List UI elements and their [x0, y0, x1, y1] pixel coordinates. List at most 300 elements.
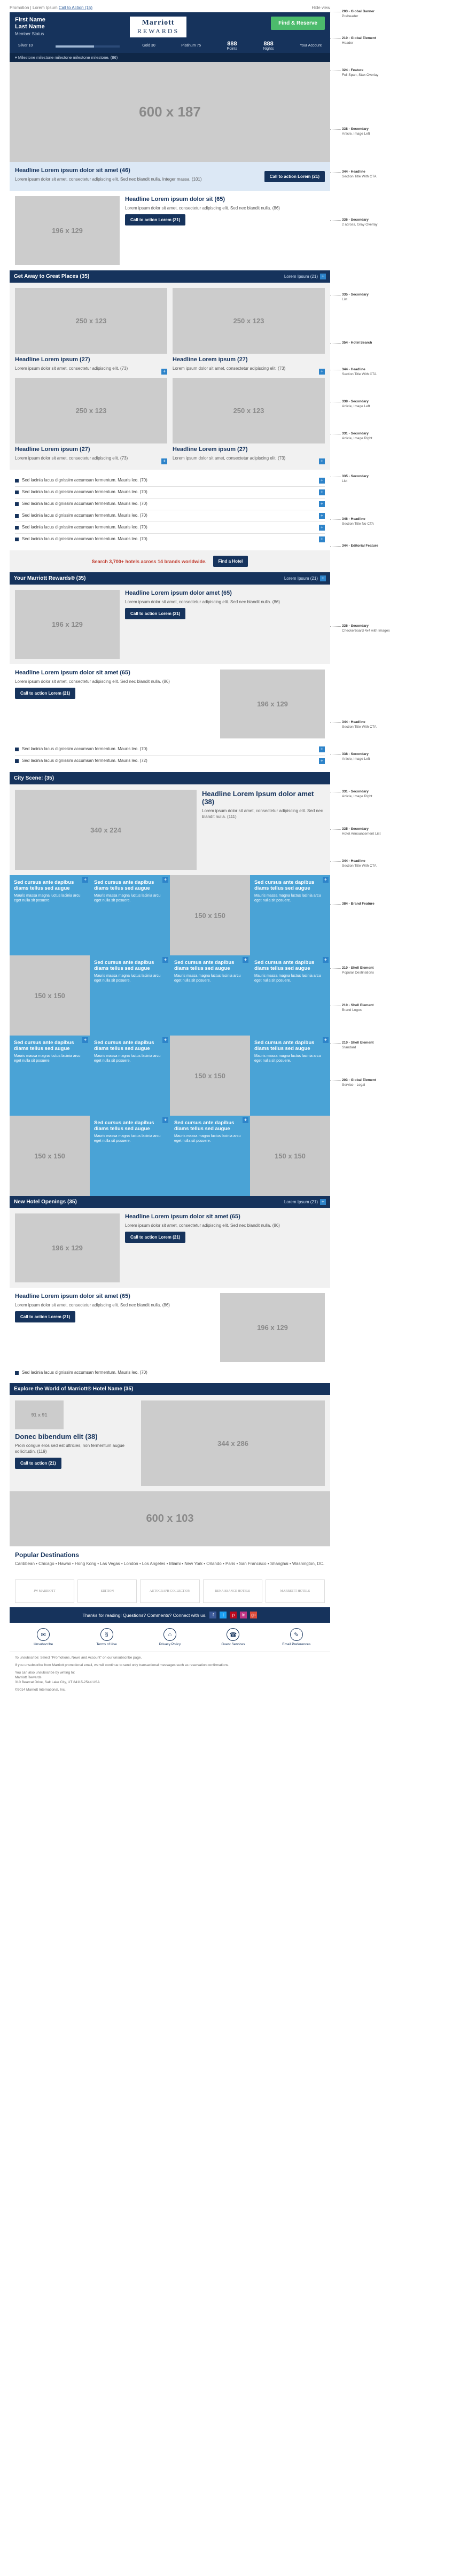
bullet-icon	[15, 491, 19, 494]
tile[interactable]	[10, 1036, 90, 1116]
getaway-card3-image-label: 250 x 123	[233, 407, 264, 415]
footer-link-privacy[interactable]	[141, 1628, 199, 1646]
annotation-title: 344 - Editorial Feature	[342, 544, 378, 548]
plus-icon[interactable]: +	[162, 957, 168, 963]
list-item[interactable]	[15, 744, 325, 756]
getaway-card2-headline: Headline Lorem ipsum (27)	[15, 446, 90, 453]
email-header	[10, 12, 330, 53]
list-item[interactable]	[15, 534, 325, 545]
brand-badge-placeholder	[15, 1400, 64, 1429]
getaway-card1-body: Lorem ipsum dolor sit amet, consectetur adipiscing elit. (73)	[173, 366, 286, 371]
tile-body: Mauris massa magna luctus lacinia arcu eget nulla sit posuere.	[174, 1134, 241, 1143]
linkedin-icon[interactable]: in	[240, 1612, 247, 1618]
list-item[interactable]	[15, 1367, 325, 1378]
rewards1-image-label: 196 x 129	[52, 620, 83, 628]
bullet-icon	[15, 479, 19, 482]
explore-image-placeholder	[141, 1400, 325, 1486]
plus-icon[interactable]: +	[319, 525, 325, 531]
cityscene-headline: Headline Lorem Ipsum dolor amet (38)	[202, 790, 314, 806]
annotation	[342, 517, 451, 526]
annotation-detail: Section Title With CTA	[342, 372, 377, 376]
marriott-logo	[130, 17, 186, 37]
popular-destinations	[10, 1546, 330, 1575]
list-item-label: Sed lacinia lacus dignissim accumsan fermentum. Mauris leo. (70)	[22, 489, 147, 494]
member-identity	[15, 17, 45, 37]
bullet-icon	[15, 514, 19, 518]
getaway-title-cta[interactable]: Lorem Ipsum (21)	[284, 274, 318, 279]
plus-icon[interactable]: +	[319, 489, 325, 495]
annotation-title: 335 - Secondary	[342, 827, 369, 831]
plus-icon[interactable]: +	[319, 758, 325, 764]
footer-link-label: Privacy Policy	[159, 1643, 181, 1646]
annotation-detail: List	[342, 479, 348, 483]
tile-headline: Sed cursus ante dapibus diams tellus sed augue	[14, 1040, 74, 1052]
list-item[interactable]	[15, 499, 325, 510]
logo-line1: Marriott	[142, 19, 175, 27]
tile-headline: Sed cursus ante dapibus diams tellus sed augue	[174, 1120, 235, 1132]
cityscene-editorial	[10, 784, 330, 875]
plus-icon[interactable]: +	[320, 274, 326, 279]
plus-icon[interactable]: +	[162, 1117, 168, 1123]
annotation	[342, 293, 451, 302]
annotation-title: 203 - Global Banner	[342, 10, 375, 13]
plus-icon[interactable]: +	[161, 458, 167, 464]
bullet-icon	[15, 538, 19, 541]
annotation-title: 384 - Brand Feature	[342, 902, 375, 906]
tile[interactable]	[250, 1036, 330, 1116]
footer-link-terms[interactable]	[77, 1628, 136, 1646]
annotation	[342, 170, 451, 179]
plus-icon[interactable]: +	[162, 877, 168, 883]
getaway-card-image	[15, 288, 167, 354]
article1-body: Lorem ipsum dolor sit amet, consectetur adipiscing elit. Sed nec blandit nulla. (86)	[125, 206, 280, 211]
hotel-search-text: Search 3,700+ hotels across 14 brands worldwide.	[91, 558, 207, 564]
annotation	[342, 720, 451, 729]
explore-title: Explore the World of Marriott® Hotel Name (35)	[14, 1386, 134, 1392]
stat-nights	[260, 41, 277, 51]
rewards-title-cta[interactable]: Lorem Ipsum (21)	[284, 576, 318, 581]
social-footer	[10, 1607, 330, 1623]
footer-link-guest-services[interactable]	[204, 1628, 262, 1646]
annotation-detail: Brand Logos	[342, 1008, 362, 1012]
plus-icon[interactable]: +	[162, 1037, 168, 1043]
footer-link-label: Email Preferences	[282, 1643, 311, 1646]
annotation-title: 336 - Secondary	[342, 624, 369, 628]
tile-image	[10, 955, 90, 1036]
footer-link-unsubscribe[interactable]	[14, 1628, 73, 1646]
annotation	[342, 1041, 451, 1050]
list-item[interactable]	[15, 756, 325, 767]
section-title-newhotels	[10, 1196, 330, 1208]
destinations-title: Popular Destinations	[15, 1551, 80, 1559]
tile[interactable]	[90, 955, 170, 1036]
explore-banner-label: 600 x 103	[146, 1513, 194, 1524]
tile[interactable]	[250, 955, 330, 1036]
rewards1-headline: Headline Lorem ipsum dolor amet (65)	[125, 590, 232, 596]
annotation-detail: Hotel Announcement List	[342, 831, 381, 836]
annotation-detail: Popular Destinations	[342, 970, 374, 975]
plus-icon[interactable]: +	[319, 501, 325, 507]
secondary-article-image-left	[10, 191, 330, 270]
article1-cta-button[interactable]: Call to action Lorem (21)	[125, 214, 185, 225]
tile-body: Mauris massa magna luctus lacinia arcu eget nulla sit posuere.	[94, 1054, 161, 1063]
tile-image-label: 150 x 150	[34, 1151, 65, 1160]
legal-address-2: 310 Bearcat Drive, Salt Lake City, UT 84115-2544 USA	[15, 1680, 100, 1684]
status-progress-bar	[56, 45, 120, 48]
tile-body: Mauris massa magna luctus lacinia arcu eget nulla sit posuere.	[174, 974, 241, 983]
tile-image-label: 150 x 150	[194, 911, 225, 920]
cityscene-image-label: 340 x 224	[90, 826, 121, 834]
article1-headline: Headline Lorem ipsum dolor sit (65)	[125, 196, 225, 203]
annotation-detail: List	[342, 297, 348, 301]
tile-body: Mauris massa magna luctus lacinia arcu eget nulla sit posuere.	[254, 974, 321, 983]
tile[interactable]	[170, 1116, 250, 1196]
newhotels-list	[10, 1367, 330, 1383]
newhotels1-cta-button[interactable]: Call to action Lorem (21)	[125, 1232, 185, 1243]
brand-logo[interactable]: JW MARRIOTT	[15, 1579, 74, 1603]
getaway-card2-body: Lorem ipsum dolor sit amet, consectetur adipiscing elit. (73)	[15, 456, 128, 461]
annotation-title: 336 - Secondary	[342, 218, 369, 222]
stat-silver	[15, 44, 36, 48]
unsubscribe-icon: ✉	[37, 1628, 50, 1641]
annotation-title: 338 - Secondary	[342, 127, 369, 131]
cityscene-title: City Scene: (35)	[14, 775, 54, 781]
rewards2-cta-button[interactable]: Call to action Lorem (21)	[15, 688, 75, 699]
annotation	[342, 36, 451, 45]
first-name: First Name	[15, 17, 45, 23]
bullet-icon	[15, 502, 19, 506]
twitter-icon[interactable]: t	[220, 1612, 227, 1618]
tile-image-label: 150 x 150	[34, 991, 65, 1000]
facebook-icon[interactable]: f	[209, 1612, 216, 1618]
rewards1-body: Lorem ipsum dolor sit amet, consectetur adipiscing elit. Sed nec blandit nulla. (86)	[125, 600, 280, 604]
stat-platinum	[178, 44, 204, 48]
rewards1-image-placeholder	[15, 590, 120, 659]
email-preview	[10, 4, 330, 1695]
annotation-title: 344 - Headline	[342, 859, 365, 863]
plus-icon[interactable]: +	[319, 746, 325, 752]
tile-headline: Sed cursus ante dapibus diams tellus sed augue	[94, 960, 154, 971]
hotel-search-block	[10, 550, 330, 572]
hero-image-placeholder	[10, 62, 330, 162]
tile[interactable]	[90, 1036, 170, 1116]
tile[interactable]	[90, 1116, 170, 1196]
annotation-title: 331 - Secondary	[342, 432, 369, 435]
legal-line-1: To unsubscribe: Select "Promotions, News and Account" on our unsubscribe page.	[15, 1656, 142, 1660]
getaway-card-image	[15, 378, 167, 443]
logo-line2: REWARDS	[137, 27, 180, 35]
annotation	[342, 68, 451, 77]
milestone-nav-label: Milestone milestone milestone milestone milestone. (86)	[18, 55, 118, 60]
getaway-card0-image-label: 250 x 123	[75, 317, 107, 325]
newhotels2-headline: Headline Lorem ipsum dolor sit amet (65)	[15, 1293, 130, 1299]
annotation-detail: Article, Image Left	[342, 757, 370, 761]
plus-icon[interactable]: +	[319, 458, 325, 464]
annotation-title: 210 - Shell Element	[342, 1003, 374, 1007]
preheader-link[interactable]: Call to Action (15)	[58, 5, 93, 10]
footer-links	[10, 1623, 330, 1652]
googleplus-icon[interactable]: g+	[251, 1613, 256, 1617]
chevron-down-icon: ▾	[15, 55, 17, 60]
annotation-detail: Section Title With CTA	[342, 725, 377, 729]
list-item[interactable]	[15, 510, 325, 522]
tile-body: Mauris massa magna luctus lacinia arcu eget nulla sit posuere.	[14, 894, 81, 902]
annotation-title: 335 - Secondary	[342, 474, 369, 478]
annotation-title: 346 - Headline	[342, 517, 365, 521]
stat-platinum-label: Platinum 75	[181, 44, 201, 48]
tile-body: Mauris massa magna luctus lacinia arcu eget nulla sit posuere.	[254, 1054, 321, 1063]
list-item[interactable]	[15, 487, 325, 499]
plus-icon[interactable]: +	[82, 1037, 88, 1043]
tile[interactable]	[10, 875, 90, 955]
annotation	[342, 624, 451, 633]
tile-body: Mauris massa magna luctus lacinia arcu eget nulla sit posuere.	[94, 974, 161, 983]
tile-image	[10, 1116, 90, 1196]
plus-icon[interactable]: +	[319, 513, 325, 519]
preheader-left	[10, 5, 92, 10]
bullet-icon	[15, 748, 19, 751]
list-item-label: Sed lacinia lacus dignissim accumsan fermentum. Mauris leo. (70)	[22, 536, 147, 541]
newhotels2-image-placeholder	[220, 1293, 325, 1362]
list-item[interactable]	[15, 475, 325, 487]
newhotels2-body: Lorem ipsum dolor sit amet, consectetur adipiscing elit. Sed nec blandit nulla. (86)	[15, 1303, 170, 1308]
tile-headline: Sed cursus ante dapibus diams tellus sed augue	[94, 1040, 154, 1052]
annotation-detail: Article, Image Left	[342, 131, 370, 136]
view-toggle-link[interactable]: Hide view	[311, 5, 330, 10]
newhotels1-image-label: 196 x 129	[52, 1244, 83, 1252]
bullet-icon	[15, 759, 19, 763]
plus-icon[interactable]: +	[161, 369, 167, 375]
newhotels2-image-label: 196 x 129	[257, 1324, 288, 1332]
newhotels-title-cta[interactable]: Lorem Ipsum (21)	[284, 1200, 318, 1204]
tile[interactable]	[170, 955, 250, 1036]
legal-address-1: Marriott Rewards	[15, 1676, 42, 1679]
rewards2-body: Lorem ipsum dolor sit amet, consectetur adipiscing elit. Sed nec blandit nulla. (86)	[15, 679, 170, 684]
annotation	[342, 10, 451, 19]
plus-icon[interactable]: +	[243, 957, 248, 963]
section-title-cityscene	[10, 772, 330, 784]
brand-logo[interactable]: AUTOGRAPH COLLECTION	[140, 1579, 199, 1603]
explore-banner-placeholder	[10, 1491, 330, 1546]
brand-logo[interactable]: RENAISSANCE HOTELS	[203, 1579, 262, 1603]
tile-image	[250, 1116, 330, 1196]
guest-services-icon: ☎	[227, 1628, 239, 1641]
rewards1-cta-button[interactable]: Call to action Lorem (21)	[125, 608, 185, 619]
newhotels2-cta-button[interactable]: Call to action Lorem (21)	[15, 1311, 75, 1322]
getaway-title: Get Away to Great Places (35)	[14, 274, 90, 279]
getaway-card-image	[173, 378, 325, 443]
nights-value: 888	[263, 41, 274, 47]
list-item-label: Sed lacinia lacus dignissim accumsan fermentum. Mauris leo. (70)	[22, 746, 147, 751]
tile-headline: Sed cursus ante dapibus diams tellus sed augue	[254, 880, 315, 891]
annotation-detail: Article, Image Right	[342, 794, 372, 798]
tile-image-label: 150 x 150	[194, 1071, 225, 1080]
getaway-card0-body: Lorem ipsum dolor sit amet, consectetur adipiscing elit. (73)	[15, 366, 128, 371]
annotation-detail: Service - Legal	[342, 1083, 365, 1087]
stat-silver-label: Silver 10	[18, 44, 33, 48]
stat-points	[224, 41, 240, 51]
bullet-icon	[15, 526, 19, 530]
feature1-cta-button[interactable]: Call to action Lorem (21)	[264, 171, 325, 182]
getaway-card-image	[173, 288, 325, 354]
legal-text	[10, 1652, 330, 1695]
annotation	[342, 400, 451, 409]
plus-icon[interactable]: +	[323, 877, 329, 883]
explore-body: Proin congue eros sed est ultricies, non fermentum augue sollicitudin. (119)	[15, 1443, 125, 1454]
annotation-detail: Section Title With CTA	[342, 863, 377, 868]
stat-gold	[139, 44, 159, 48]
annotation	[342, 341, 451, 346]
plus-icon[interactable]: +	[319, 536, 325, 542]
annotation-detail: Preheader	[342, 14, 358, 18]
annotation-title: 331 - Secondary	[342, 790, 369, 793]
list-item-label: Sed lacinia lacus dignissim accumsan fermentum. Mauris leo. (70)	[22, 525, 147, 530]
rewards-list	[10, 744, 330, 772]
plus-icon[interactable]: +	[323, 1037, 329, 1043]
plus-icon[interactable]: +	[319, 369, 325, 375]
getaway-card2-image-label: 250 x 123	[75, 407, 107, 415]
brand-feature	[10, 1395, 330, 1491]
annotation-detail: 2 across, Gray Overlay	[342, 222, 378, 227]
tile[interactable]	[90, 875, 170, 955]
article1-image-placeholder	[15, 196, 120, 265]
nights-label: Nights	[263, 47, 274, 51]
annotation-detail: Checkerboard 4x4 with Images	[342, 628, 390, 633]
list-item-label: Sed lacinia lacus dignissim accumsan fermentum. Mauris leo. (70)	[22, 513, 147, 518]
annotation-title: 344 - Headline	[342, 170, 365, 174]
terms-icon: §	[100, 1628, 113, 1641]
list-item[interactable]	[15, 522, 325, 534]
annotation	[342, 966, 451, 975]
tile-headline: Sed cursus ante dapibus diams tellus sed augue	[174, 960, 235, 971]
rewards-article-image-right	[10, 664, 330, 744]
plus-icon[interactable]: +	[320, 1199, 326, 1205]
brand-logo[interactable]: MARRIOTT HOTELS	[266, 1579, 325, 1603]
points-value: 888	[227, 41, 237, 47]
annotation-detail: Header	[342, 41, 354, 45]
newhotels1-headline: Headline Lorem ipsum dolor sit amet (65)	[125, 1213, 240, 1220]
annotation	[342, 1003, 451, 1013]
list-item-label: Sed lacinia lacus dignissim accumsan fermentum. Mauris leo. (70)	[22, 1370, 147, 1375]
explore-cta-button[interactable]: Call to action (21)	[15, 1458, 61, 1469]
tile-body: Mauris massa magna luctus lacinia arcu eget nulla sit posuere.	[254, 894, 321, 902]
legal-copyright: ©2014 Marriott International, Inc.	[15, 1688, 66, 1692]
milestone-nav[interactable]	[10, 53, 330, 62]
annotation-detail: Full Span, Stax Overlay	[342, 73, 379, 77]
annotation	[342, 218, 451, 227]
privacy-icon: ⌂	[163, 1628, 176, 1641]
feature1-headline: Headline Lorem ipsum dolor sit amet (46)	[15, 167, 130, 174]
getaway-card3-headline: Headline Lorem ipsum (27)	[173, 446, 248, 453]
tile-body: Mauris massa magna luctus lacinia arcu eget nulla sit posuere.	[94, 1134, 161, 1143]
annotation-title: 203 - Global Element	[342, 1078, 376, 1082]
member-stats	[15, 41, 325, 51]
plus-icon[interactable]: +	[319, 478, 325, 484]
annotation-detail: Article, Image Right	[342, 436, 372, 440]
annotation-detail: Section Title No CTA	[342, 522, 374, 526]
annotation	[342, 902, 451, 907]
cityscene-image-placeholder	[15, 790, 197, 870]
annotation-detail: Article, Image Left	[342, 404, 370, 408]
annotation	[342, 432, 451, 441]
annotation-title: 210 - Shell Element	[342, 966, 374, 970]
cityscene-body: Lorem ipsum dolor sit amet, consectetur adipiscing elit. Sed nec blandit nulla. (111)	[202, 808, 323, 819]
tile-headline: Sed cursus ante dapibus diams tellus sed augue	[94, 880, 154, 891]
plus-icon[interactable]: +	[320, 575, 326, 581]
pinterest-icon[interactable]: p	[230, 1612, 237, 1618]
footer-link-label: Terms of Use	[96, 1643, 117, 1646]
getaway-cards	[10, 283, 330, 470]
feature-block-1	[10, 162, 330, 191]
preheader-bar	[10, 4, 330, 12]
list-item-label: Sed lacinia lacus dignissim accumsan fermentum. Mauris leo. (70)	[22, 501, 147, 506]
footer-link-label: Unsubscribe	[34, 1643, 53, 1646]
tile-headline: Sed cursus ante dapibus diams tellus sed augue	[14, 880, 74, 891]
member-status: Member Status	[15, 32, 44, 36]
find-hotel-button[interactable]: Find a Hotel	[213, 556, 248, 567]
brand-logo[interactable]: EDITION	[77, 1579, 137, 1603]
explore-headline: Donec bibendum elit (38)	[15, 1433, 98, 1441]
tile-headline: Sed cursus ante dapibus diams tellus sed augue	[254, 1040, 315, 1052]
tile-image	[170, 875, 250, 955]
your-account-link[interactable]: Your Account	[299, 44, 322, 48]
email-preferences-icon: ✎	[290, 1628, 303, 1641]
rewards-article-image-left	[10, 585, 330, 664]
tile[interactable]	[250, 875, 330, 955]
rewards-title: Your Marriott Rewards® (35)	[14, 575, 86, 581]
section-title-explore	[10, 1383, 330, 1395]
newhotels1-image-placeholder	[15, 1213, 120, 1282]
plus-icon[interactable]: +	[82, 877, 88, 883]
section-title-rewards	[10, 572, 330, 585]
annotation-title: 210 - Global Element	[342, 36, 376, 40]
annotation-detail: Section Title With CTA	[342, 174, 377, 178]
brand-badge-label: 91 x 91	[31, 1412, 48, 1418]
bullet-icon	[15, 1371, 19, 1375]
annotation	[342, 544, 451, 549]
plus-icon[interactable]: +	[243, 1117, 248, 1123]
annotation-title: 344 - Headline	[342, 720, 365, 724]
getaway-card3-body: Lorem ipsum dolor sit amet, consectetur adipiscing elit. (73)	[173, 456, 286, 461]
destinations-body: Caribbean • Chicago • Hawaii • Hong Kong • Las Vegas • London • Los Angeles • Miami • New York • Orlando • Paris • San Francisco • Shanghai • Washington, DC.	[15, 1561, 325, 1566]
annotation	[342, 752, 451, 761]
stat-gold-label: Gold 30	[142, 44, 155, 48]
list-item-label: Sed lacinia lacus dignissim accumsan fermentum. Mauris leo. (70)	[22, 478, 147, 482]
getaway-list	[10, 470, 330, 550]
tile-image	[170, 1036, 250, 1116]
legal-line-3: You can also unsubscribe by writing to:	[15, 1671, 75, 1675]
annotation-title: 210 - Shell Element	[342, 1041, 374, 1045]
footer-link-label: Guest Services	[221, 1643, 245, 1646]
annotation	[342, 474, 451, 484]
plus-icon[interactable]: +	[323, 957, 329, 963]
preheader-text: Promotion | Lorem Ipsum	[10, 5, 58, 10]
feature1-body: Lorem ipsum dolor sit amet, consectetur adipiscing elit. Sed nec blandit nulla. Integer massa. (101)	[15, 177, 202, 182]
getaway-card1-image-label: 250 x 123	[233, 317, 264, 325]
tile-headline: Sed cursus ante dapibus diams tellus sed augue	[94, 1120, 154, 1132]
annotation-title: 338 - Secondary	[342, 400, 369, 403]
cityscene-tile-grid	[10, 875, 330, 1196]
brand-logo-strip	[10, 1575, 330, 1607]
annotation-title: 324 - Feature	[342, 68, 364, 72]
find-reserve-button[interactable]: Find & Reserve	[271, 17, 325, 30]
footer-link-email-preferences[interactable]	[267, 1628, 326, 1646]
tile-body: Mauris massa magna luctus lacinia arcu eget nulla sit posuere.	[94, 894, 161, 902]
list-item-label: Sed lacinia lacus dignissim accumsan fermentum. Mauris leo. (72)	[22, 758, 147, 763]
annotation-title: 344 - Headline	[342, 368, 365, 371]
tile-image-label: 150 x 150	[275, 1151, 306, 1160]
newhotels-article-image-left	[10, 1208, 330, 1288]
